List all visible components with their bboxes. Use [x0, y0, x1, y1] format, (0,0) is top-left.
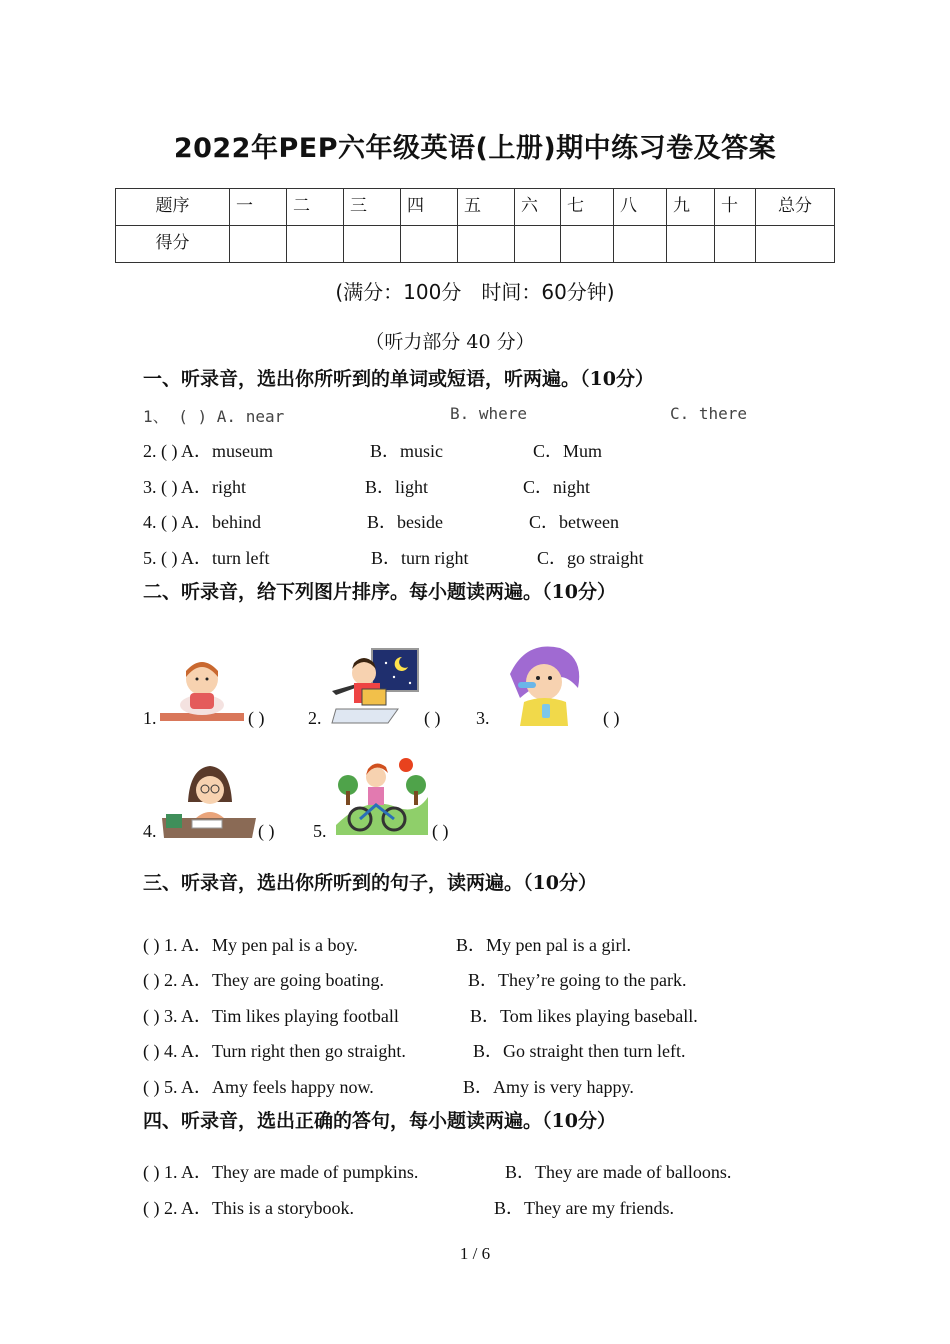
listening-part-label: （听力部分 40 分）: [365, 331, 535, 353]
score-cell[interactable]: [561, 226, 614, 263]
score-header-cell: 总分: [756, 189, 835, 226]
s3-q5-b: B．Amy is very happy.: [463, 1077, 634, 1097]
score-header-cell: 十: [715, 189, 756, 226]
section-2-heading: 二、听录音，给下列图片排序。每小题读两遍。（10分）: [143, 581, 616, 603]
picture-girl-eating-icon: [160, 657, 244, 723]
s4-q2-a: ( ) 2. A．This is a storybook.: [143, 1198, 354, 1218]
score-table: [115, 188, 835, 263]
s1-q4-c: C．between: [529, 512, 619, 532]
score-header-cell: 四: [401, 189, 458, 226]
s3-q3-a: ( ) 3. A．Tim likes playing football: [143, 1006, 399, 1026]
s2-num-3: 3.: [476, 708, 490, 728]
score-header-cell: 八: [614, 189, 667, 226]
s2-num-4: 4.: [143, 821, 157, 841]
s4-q1-a: ( ) 1. A．They are made of pumpkins.: [143, 1162, 419, 1182]
score-cell[interactable]: [667, 226, 715, 263]
score-and-time: (满分：100分 时间：60分钟): [335, 280, 615, 304]
picture-girl-brushing-teeth-icon: [496, 644, 584, 726]
score-row-label: 得分: [116, 226, 230, 263]
s2-num-2: 2.: [308, 708, 322, 728]
picture-woman-writing-icon: [162, 762, 256, 838]
s3-q3-b: B．Tom likes playing baseball.: [470, 1006, 698, 1026]
score-cell[interactable]: [287, 226, 344, 263]
score-cell[interactable]: [515, 226, 561, 263]
s1-q1-c: C. there: [670, 404, 748, 423]
section-4-heading: 四、听录音，选出正确的答句，每小题读两遍。（10分）: [143, 1110, 616, 1132]
s3-q1-b: B．My pen pal is a girl.: [456, 935, 631, 955]
score-header-cell: 六: [515, 189, 561, 226]
s3-q5-a: ( ) 5. A．Amy feels happy now.: [143, 1077, 374, 1097]
s1-q5-a: 5. ( ) A．turn left: [143, 548, 270, 568]
s2-blank-2: ( ): [424, 708, 441, 728]
score-cell[interactable]: [458, 226, 515, 263]
s3-q4-b: B．Go straight then turn left.: [473, 1041, 686, 1061]
s3-q2-a: ( ) 2. A．They are going boating.: [143, 970, 384, 990]
picture-girl-riding-bike-icon: [336, 755, 428, 835]
section-1-heading: 一、听录音，选出你所听到的单词或短语，听两遍。（10分）: [143, 368, 654, 390]
s2-blank-5: ( ): [432, 821, 449, 841]
score-header-cell: 二: [287, 189, 344, 226]
score-header-cell: 五: [458, 189, 515, 226]
s2-num-5: 5.: [313, 821, 327, 841]
score-cell[interactable]: [756, 226, 835, 263]
score-header-cell: 三: [344, 189, 401, 226]
s1-q1-b: B. where: [450, 404, 528, 423]
score-cell[interactable]: [230, 226, 287, 263]
s4-q1-b: B．They are made of balloons.: [505, 1162, 732, 1182]
s2-blank-3: ( ): [603, 708, 620, 728]
s1-q5-b: B．turn right: [371, 548, 469, 568]
s1-q3-a: 3. ( ) A．right: [143, 477, 246, 497]
score-header-cell: 七: [561, 189, 614, 226]
score-cell[interactable]: [614, 226, 667, 263]
score-header-cell: 题序: [116, 189, 230, 226]
page-title: 2022年PEP六年级英语(上册)期中练习卷及答案: [173, 133, 777, 164]
picture-boy-reading-at-night-icon: [328, 647, 420, 727]
s1-q3-c: C．night: [523, 477, 591, 497]
score-table-score-row: [116, 226, 835, 263]
s2-num-1: 1.: [143, 708, 157, 728]
s1-q5-c: C．go straight: [537, 548, 644, 568]
score-cell[interactable]: [715, 226, 756, 263]
s1-q4-b: B．beside: [367, 512, 443, 532]
section-3-heading: 三、听录音，选出你所听到的句子，读两遍。（10分）: [143, 872, 597, 894]
s3-q4-a: ( ) 4. A．Turn right then go straight.: [143, 1041, 406, 1061]
s3-q2-b: B．They’re going to the park.: [468, 970, 687, 990]
score-cell[interactable]: [344, 226, 401, 263]
s2-blank-1: ( ): [248, 708, 265, 728]
s2-blank-4: ( ): [258, 821, 275, 841]
s4-q2-b: B．They are my friends.: [494, 1198, 674, 1218]
score-header-cell: 九: [667, 189, 715, 226]
score-header-cell: 一: [230, 189, 287, 226]
s1-q2-a: 2. ( ) A．museum: [143, 441, 273, 461]
s3-q1-a: ( ) 1. A．My pen pal is a boy.: [143, 935, 358, 955]
s1-q1-a: 1、 ( ) A. near: [143, 407, 285, 426]
s1-q2-c: C．Mum: [533, 441, 603, 461]
s1-q3-b: B．light: [365, 477, 429, 497]
s1-q4-a: 4. ( ) A．behind: [143, 512, 261, 532]
score-table-header-row: [116, 189, 835, 226]
score-cell[interactable]: [401, 226, 458, 263]
s1-q2-b: B．music: [370, 441, 444, 461]
page-number: 1 / 6: [459, 1244, 491, 1263]
